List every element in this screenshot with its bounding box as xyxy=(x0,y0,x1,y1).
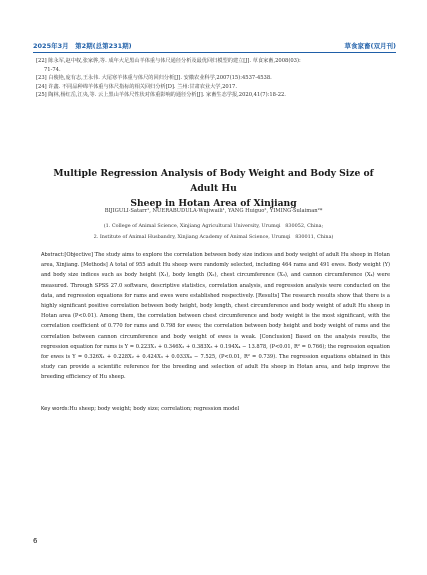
keywords xyxy=(41,406,390,412)
affiliation: 2. Institute of Animal Husbandry, Xinjiang Academy of Animal Science, Urumqi 830011, China) xyxy=(93,234,334,240)
abstract-text: [Objective] The study aims to explore the correlation between body size indices and body weight of adult Hu sheep in Hotan area, Xinjiang. [Methods] A total of 955 adult Hu sheep were randomly selected, including 464 rams and 491 ewes. Body weight (Y) and body size indices such as body height (X₁), body length (X₂), chest circumference (X₃), and cannon circumference (X₄) were measured. Through SPSS 27.0 software, descriptive statistics, correlation analysis, and regression analysis were conducted on the data, and regression equations for rams and ewes were established respectively. [Results] The research results show that there is a highly significant positive correlation between body height, body length, chest circumference and body weight of adult Hu sheep in Hotan area (P<0.01). Among them, the correlation between chest circumference and body weight is the most significant, with the correlation coefficient of 0.770 for rams and 0.798 for ewes; the correlation between body height and body weight of rams and the correlation between cannon circumference and body weight of ewes is weak. [Conclusion] Based on the analysis results, the regression equation for rams is Y = 0.223X₁ + 0.346X₂ + 0.383X₃ + 0.194X₄ − 13.878, (P<0.01, R² = 0.766); the regression equation for ewes is Y = 0.326X₁ + 0.228X₂ + 0.424X₃ + 0.033X₄ − 7.525, (P<0.01, R² = 0.739). The regression equations obtained in this study can provide a scientific reference for the breeding and selection of adult Hu sheep in Hotan area, and help improve the breeding efficiency of Hu sheep. xyxy=(41,252,390,381)
reference-item: [22] 陈永军,赵中权,张家骅,等. 成年大足黑山羊体重与体尺通径分析及最优回归模型的建立[J]. 草食家畜,2008(03): xyxy=(36,58,301,64)
header-divider xyxy=(33,52,396,53)
reference-list xyxy=(36,57,391,100)
reference-item: [23] 白俊艳,庞有志,王永伟. 大尾寒羊体重与体尺的回归分析[J]. 安徽农业科学,2007(15):4537-4538. xyxy=(36,75,272,81)
issue-info: 2025年3月 第2期(总第231期) xyxy=(33,42,132,50)
abstract-label: Abstract: xyxy=(41,252,65,258)
keywords-label: Key words: xyxy=(41,406,70,412)
author-list: BIJIGULI·Satarr¹, NUERABUDULA·Wujiwaili¹, YANG Huiguo², YIMING·Sulaiman²* xyxy=(104,208,323,214)
journal-name: 草食家畜(双月刊) xyxy=(344,42,396,50)
affiliation: (1. College of Animal Science, Xinjiang Agricultural University, Urumqi 830052, China; xyxy=(103,223,324,229)
paper-title-line: Multiple Regression Analysis of Body Weight and Body Size of Adult Hu xyxy=(53,168,374,194)
reference-item: [25] 陶林,杨红岳,江央,等. 云上黑山羊体尺性状对体重影响的通径分析[J]. 家畜生态学报,2020,41(7):18-22. xyxy=(36,92,286,98)
reference-item-continuation: 71-74. xyxy=(44,66,61,73)
reference-item: [24] 许鑫. 不同品种绵羊体重与体尺指标的相关回归分析[D]. 兰州:甘肃农业大学,2017. xyxy=(36,83,237,90)
abstract xyxy=(41,250,390,383)
page-number: 6 xyxy=(33,537,38,545)
paper-title xyxy=(40,166,387,211)
paper-title-line: Sheep in Hotan Area of Xinjiang xyxy=(130,198,297,209)
keywords-text: Hu sheep; body weight; body size; correlation; regression model xyxy=(69,406,240,412)
